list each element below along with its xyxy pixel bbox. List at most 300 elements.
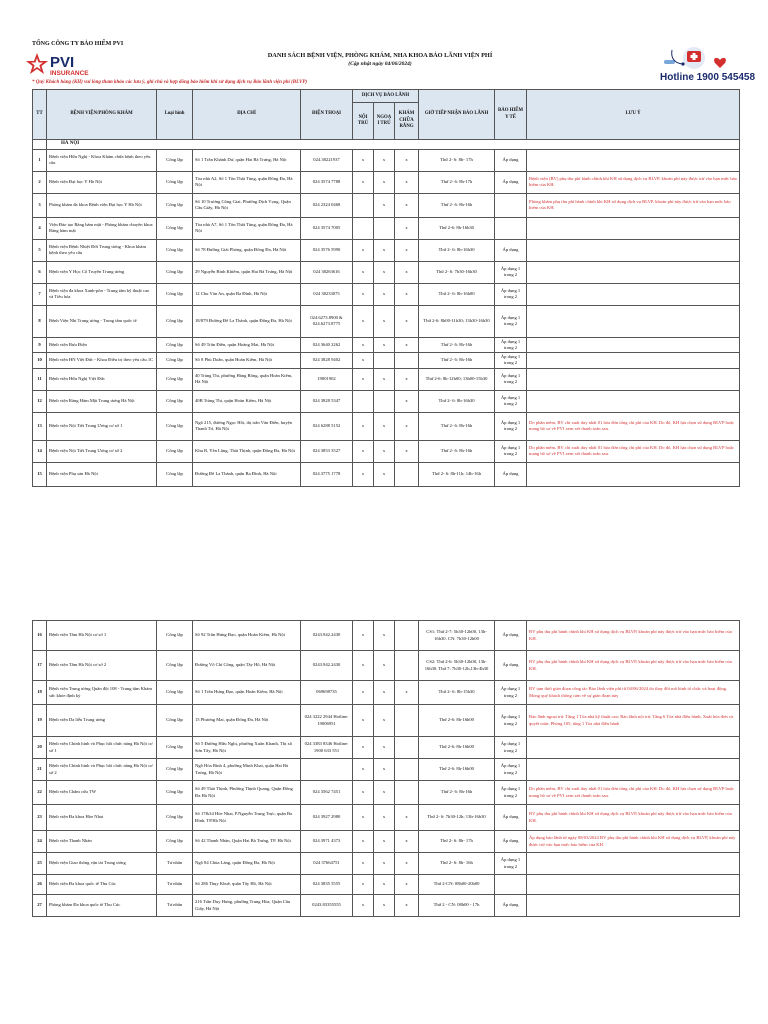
hospital-name: Bệnh viện Hữu Nghị Việt Đức — [47, 368, 157, 390]
row-note — [527, 337, 740, 352]
row-note: Do phần mềm, BV chỉ xuất duy nhất 01 hóa đơn tổng chi phí của KH. Do đó, KH lựa chọn sử dụng BLVP hoặc mang hồ sơ về PVI xem xét thanh toán sau. — [527, 440, 740, 462]
reception-hours: Thứ 2- 6: 8h-16h30 — [419, 390, 495, 412]
hospital-address: Đường Võ Chí Công, quận Tây Hồ, Hà Nội — [193, 651, 301, 681]
table-header-row — [33, 90, 740, 103]
table-row — [33, 239, 740, 261]
facility-type: Công lập — [157, 337, 193, 352]
hospital-phone: 024.38221937 — [301, 149, 353, 171]
row-note: Phòng khám phụ thu phí hành chính khi KH sử dụng dịch vụ BLVP, khoản phí này được trừ vào hạn mức bảo hiểm của KH. — [527, 193, 740, 217]
hospital-name: Bệnh viện Y Học Cổ Truyền Trung ương — [47, 261, 157, 283]
facility-type: Công lập — [157, 149, 193, 171]
hospital-phone: 024 3971 4373 — [301, 831, 353, 853]
hospital-address: Ngõ 84 Chùa Láng, quận Đống Đa, Hà Nội — [193, 853, 301, 875]
outpatient-mark: x — [374, 305, 395, 337]
health-insurance-status: Áp dụng 1 trong 2 — [495, 305, 527, 337]
dental-mark — [395, 781, 419, 805]
row-number: 25 — [33, 853, 47, 875]
star-icon — [26, 53, 48, 74]
col-header-notes: LƯU Ý — [527, 90, 740, 140]
outpatient-mark — [374, 390, 395, 412]
facility-type: Công lập — [157, 368, 193, 390]
health-insurance-status: Áp dụng 1 trong 2 — [495, 781, 527, 805]
row-number: 15 — [33, 462, 47, 486]
hospital-name: Viện Đào tạo Răng hàm mặt - Phòng khám chuyên khoa Răng hàm mặt — [47, 217, 157, 239]
hospital-name: Bệnh viện Đại học Y Hà Nội — [47, 171, 157, 193]
hospital-name: Phòng khám đa khoa Bệnh viện Đại học Y Hà Nội — [47, 193, 157, 217]
hospital-phone — [301, 759, 353, 781]
row-number: 3 — [33, 193, 47, 217]
hospital-address: Số 49 Trần Điền, quận Hoàng Mai, Hà Nội — [193, 337, 301, 352]
health-insurance-status: Áp dụng — [495, 651, 527, 681]
inpatient-mark: x — [353, 283, 374, 305]
dental-mark — [395, 353, 419, 368]
dental-mark: x — [395, 805, 419, 831]
hospital-phone: 024 3835 5555 — [301, 875, 353, 895]
hospital-address: Số 286 Thụy Khuê, quận Tây Hồ, Hà Nội — [193, 875, 301, 895]
region-label: HÀ NỘI — [47, 140, 740, 150]
facility-type: Công lập — [157, 462, 193, 486]
reception-hours: Thứ 2- 6: 8h-16h — [419, 412, 495, 440]
table-row — [33, 681, 740, 705]
hospital-phone: 024 3927 2980 — [301, 805, 353, 831]
row-note — [527, 239, 740, 261]
table-row — [33, 781, 740, 805]
dental-mark: x — [395, 171, 419, 193]
row-note — [527, 368, 740, 390]
row-number: 11 — [33, 368, 47, 390]
inpatient-mark: x — [353, 261, 374, 283]
hospital-phone: 024 3576 5990 — [301, 239, 353, 261]
health-insurance-status: Áp dụng 1 trong 2 — [495, 759, 527, 781]
hospital-phone: 024 38263616 — [301, 261, 353, 283]
inpatient-mark: x — [353, 651, 374, 681]
health-insurance-status — [495, 193, 527, 217]
row-number: 17 — [33, 651, 47, 681]
dental-mark: x — [395, 261, 419, 283]
outpatient-mark: x — [374, 895, 395, 917]
hospital-address: 40B Tràng Thi, quận Hoàn Kiếm, Hà Nội — [193, 390, 301, 412]
hospital-phone: 069698735 — [301, 681, 353, 705]
hospital-phone: 024 2324 0468 — [301, 193, 353, 217]
table-row — [33, 368, 740, 390]
facility-type: Công lập — [157, 651, 193, 681]
hospital-address: Tòa nhà A2, Số 1 Tôn Thất Tùng, quận Đống Đa, Hà Nội — [193, 171, 301, 193]
hospital-address: Ngõ 215, đường Ngọc Hồi, thị trấn Văn Điển, huyện Thanh Trì, Hà Nội — [193, 412, 301, 440]
row-note — [527, 737, 740, 759]
facility-type: Công lập — [157, 283, 193, 305]
row-number: 16 — [33, 621, 47, 651]
row-note: Bảo lãnh ngoại trú: Tầng 1 Tòa nhà kỹ thuật cao; Bảo lãnh nội trú: Tầng 6 Tòa nhà điều hành; Xuất hóa đơn và quyết toán: Phòng 105, tầng 1 Tòa nhà điều hành — [527, 705, 740, 737]
hospital-name: Bệnh viện Châm cứu TW — [47, 781, 157, 805]
hospital-address: Số 49 Thái Thịnh, Phường Thịnh Quang, Quận Đống Đa Hà Nội — [193, 781, 301, 805]
facility-type: Công lập — [157, 737, 193, 759]
inpatient-mark: x — [353, 368, 374, 390]
hospital-address: 12 Chu Văn An, quận Ba Đình, Hà Nội — [193, 283, 301, 305]
inpatient-mark: x — [353, 440, 374, 462]
hospital-name: Bệnh viện đa khoa Xanh-pôn - Trung tâm kỹ thuật cao và Tiêu hóa — [47, 283, 157, 305]
inpatient-mark: x — [353, 462, 374, 486]
health-insurance-status: Áp dụng — [495, 831, 527, 853]
reception-hours: Thứ 2-6: 8h-16h00 — [419, 737, 495, 759]
pill-icon — [664, 60, 675, 64]
hospital-address: Ngõ Hòa Bình 4, phường Minh Khai, quận Hai Bà Trưng, Hà Nội — [193, 759, 301, 781]
hospital-name: Bệnh viện Đa khoa Hòe Nhai — [47, 805, 157, 831]
region-row — [33, 140, 740, 150]
row-number: 9 — [33, 337, 47, 352]
row-note — [527, 390, 740, 412]
dental-mark: x — [395, 239, 419, 261]
row-note: BV phụ thu phí hành chính khi KH sử dụng dịch vụ BLVP, khoản phí này được trừ vào hạn mức bảo hiểm của KH. — [527, 651, 740, 681]
row-number: 21 — [33, 759, 47, 781]
table-row — [33, 337, 740, 352]
table-row — [33, 462, 740, 486]
dental-mark: x — [395, 337, 419, 352]
hospital-phone: 024.6273.8900 & 024.6273.8775 — [301, 305, 353, 337]
dental-mark: x — [395, 681, 419, 705]
hospital-address: Số 92 Trần Hưng Đạo, quận Hoàn Kiếm, Hà Nội — [193, 621, 301, 651]
inpatient-mark: x — [353, 853, 374, 875]
inpatient-mark: x — [353, 239, 374, 261]
row-number: 8 — [33, 305, 47, 337]
facility-type: Công lập — [157, 261, 193, 283]
table-row — [33, 171, 740, 193]
table-row — [33, 261, 740, 283]
hospital-name: Bệnh viện Chỉnh hình và Phục hồi chức năng Hà Nội cơ sở 1 — [47, 737, 157, 759]
reception-hours: Thứ 2- 6: 8h-16h30 — [419, 239, 495, 261]
table-row — [33, 705, 740, 737]
table-row — [33, 149, 740, 171]
inpatient-mark: x — [353, 353, 374, 368]
hospital-phone: 024 3853 3527 — [301, 440, 353, 462]
health-insurance-status: Áp dụng — [495, 621, 527, 651]
health-insurance-status: Áp dụng 1 trong 2 — [495, 853, 527, 875]
hospital-address: Số 42 Thanh Nhàn, Quận Hai Bà Trưng, TP. Hà Nội — [193, 831, 301, 853]
row-number: 20 — [33, 737, 47, 759]
inpatient-mark: x — [353, 895, 374, 917]
hospital-name: Bệnh Viện Nhi Trung ương - Trung tâm quốc tế — [47, 305, 157, 337]
row-note — [527, 217, 740, 239]
hospital-table-page-2 — [32, 620, 740, 917]
hospital-phone: 024 3222 2944 Hotline: 19006951 — [301, 705, 353, 737]
svg-text:INSURANCE: INSURANCE — [50, 70, 89, 77]
outpatient-mark: x — [374, 737, 395, 759]
dental-mark: x — [395, 368, 419, 390]
hospital-phone: 024 6288 5152 — [301, 412, 353, 440]
col-header-address: ĐỊA CHỈ — [193, 90, 301, 140]
hospital-phone: 024 3562 7451 — [301, 781, 353, 805]
hospital-address: Số 17&34 Hòe Nhai, P.Nguyễn Trung Trực, quận Ba Đình, TP.Hà Nội — [193, 805, 301, 831]
col-header-inpatient: NỘI TRÚ — [353, 103, 374, 140]
hospital-name: Bệnh viện Răng Hàm Mặt Trung ương Hà Nội — [47, 390, 157, 412]
row-note: Áp dụng bảo lãnh từ ngày 08/03/2024 BV phụ thu phí hành chính khi KH sử dụng dịch vụ BLVP, khoản phí này được trừ vào hạn mức bảo hiểm của KH. — [527, 831, 740, 853]
outpatient-mark: x — [374, 462, 395, 486]
hospital-phone: 024 3640 2262 — [301, 337, 353, 352]
outpatient-mark: x — [374, 781, 395, 805]
health-insurance-status: Áp dụng — [495, 895, 527, 917]
row-note — [527, 895, 740, 917]
inpatient-mark: x — [353, 149, 374, 171]
facility-type: Tư nhân — [157, 895, 193, 917]
table-row — [33, 217, 740, 239]
reception-hours: Thứ 2- 6: 8h-16h — [419, 781, 495, 805]
table-row — [33, 193, 740, 217]
table-row — [33, 283, 740, 305]
inpatient-mark: x — [353, 705, 374, 737]
dental-mark: x — [395, 193, 419, 217]
row-number: 12 — [33, 390, 47, 412]
row-note: BV phụ thu phí hành chính khi KH sử dụng dịch vụ BLVP, khoản phí này được trừ vào hạn mức bảo hiểm của KH. — [527, 805, 740, 831]
hospital-name: Bệnh viện Đa khoa quốc tế Thu Cúc — [47, 875, 157, 895]
reception-hours: Thứ 2- 6: 8h- 16h — [419, 853, 495, 875]
dental-mark — [395, 462, 419, 486]
inpatient-mark — [353, 390, 374, 412]
health-insurance-status: Áp dụng 1 trong 2 — [495, 681, 527, 705]
hospital-address: Khu B, Yên Lãng, Thái Thịnh, quận Đống Đa, Hà Nội — [193, 440, 301, 462]
health-insurance-status: Áp dụng — [495, 149, 527, 171]
table-row — [33, 737, 740, 759]
row-note — [527, 305, 740, 337]
hospital-phone: 024 3828 5347 — [301, 390, 353, 412]
reception-hours: CS1: Thứ 2-7: 5h30-12h00, 13h-16h30. CN: 7h30-12h00 — [419, 621, 495, 651]
hospital-name: Bệnh viện Tâm Hà Nội cơ sở 1 — [47, 621, 157, 651]
hospital-phone: 024 3383 8346 Hotline: 1900 633 551 — [301, 737, 353, 759]
inpatient-mark: x — [353, 621, 374, 651]
outpatient-mark: x — [374, 853, 395, 875]
company-name: TỔNG CÔNG TY BẢO HIỂM PVI — [32, 41, 124, 47]
row-number: 7 — [33, 283, 47, 305]
health-insurance-status: Áp dụng 1 trong 2 — [495, 368, 527, 390]
row-number: 14 — [33, 440, 47, 462]
col-header-name: BỆNH VIỆN/PHÒNG KHÁM — [47, 90, 157, 140]
dental-mark — [395, 705, 419, 737]
dental-mark — [395, 621, 419, 651]
row-number: 26 — [33, 875, 47, 895]
outpatient-mark: x — [374, 412, 395, 440]
reception-hours: Thứ 2-6: 8h-16h00 — [419, 705, 495, 737]
facility-type: Công lập — [157, 705, 193, 737]
row-note: BV tạm thời gián đoạn công tác Bảo lãnh viện phí từ 04/06/2024 do thay đổi mô hình tổ chức và hoạt động. Mong quý khách thông cảm về sự gián đoạn này — [527, 681, 740, 705]
dental-mark: x — [395, 895, 419, 917]
facility-type: Công lập — [157, 759, 193, 781]
row-number: 22 — [33, 781, 47, 805]
hospital-phone: 0243.83355555 — [301, 895, 353, 917]
outpatient-mark: x — [374, 759, 395, 781]
outpatient-mark: x — [374, 705, 395, 737]
outpatient-mark: x — [374, 621, 395, 651]
health-insurance-status: Áp dụng — [495, 239, 527, 261]
health-insurance-status: Áp dụng — [495, 805, 527, 831]
facility-type: Tư nhân — [157, 853, 193, 875]
row-note: Do phần mềm, BV chỉ xuất duy nhất 01 hóa đơn tổng chi phí của KH. Do đó, KH lựa chọn sử dụng BLVP hoặc mang hồ sơ về PVI xem xét thanh toán sau. — [527, 412, 740, 440]
hospital-phone: 024 3574 7788 — [301, 171, 353, 193]
table-row — [33, 305, 740, 337]
col-header-type: Loại hình — [157, 90, 193, 140]
hospital-phone: 0243.942.2430 — [301, 651, 353, 681]
table-row — [33, 390, 740, 412]
hospital-name: Phòng khám Đa khoa quốc tế Thu Cúc — [47, 895, 157, 917]
hospital-address: Số 78 Đường Giải Phóng, quận Đống Đa, Hà Nội — [193, 239, 301, 261]
hospital-name: Bệnh viện Hữu Nghị - Khoa Khám chữa bệnh theo yêu cầu — [47, 149, 157, 171]
dental-mark — [395, 651, 419, 681]
hospital-phone: 024 3574 7005 — [301, 217, 353, 239]
row-number: 13 — [33, 412, 47, 440]
col-header-phone: ĐIỆN THOẠI — [301, 90, 353, 140]
outpatient-mark — [374, 353, 395, 368]
hospital-name: Bệnh viện Trung ương Quân đội 108 - Trung tâm Khám sức khỏe định kỳ — [47, 681, 157, 705]
facility-type: Công lập — [157, 831, 193, 853]
row-number: 1 — [33, 149, 47, 171]
customer-note: * Quý Khách hàng (KH) vui lòng tham khảo các lưu ý, ghi chú và hợp đồng bảo hiểm khi sử dụng dịch vụ Bảo lãnh viện phí (BLVP) — [32, 80, 308, 85]
hospital-name: Bệnh viện Tâm Hà Nội cơ sở 2 — [47, 651, 157, 681]
inpatient-mark: x — [353, 412, 374, 440]
reception-hours: Thứ 2- 6: 8h-16h00 — [419, 283, 495, 305]
table-row — [33, 621, 740, 651]
hospital-phone: 19001902 — [301, 368, 353, 390]
hospital-phone: 024 37664751 — [301, 853, 353, 875]
row-number: 23 — [33, 805, 47, 831]
dental-mark: x — [395, 853, 419, 875]
health-insurance-status: Áp dụng — [495, 462, 527, 486]
row-number: 18 — [33, 681, 47, 705]
col-header-outpatient: NGOẠI TRÚ — [374, 103, 395, 140]
reception-hours: Thứ 2-6: 8h-16h00 — [419, 759, 495, 781]
inpatient-mark: x — [353, 875, 374, 895]
outpatient-mark: x — [374, 171, 395, 193]
row-note — [527, 353, 740, 368]
inpatient-mark — [353, 217, 374, 239]
reception-hours: Thứ 2- 6: 7h30-16h30 — [419, 261, 495, 283]
hospital-name: Bệnh viện Nội Tiết Trung Ương cơ sở 1 — [47, 412, 157, 440]
outpatient-mark: x — [374, 261, 395, 283]
health-insurance-status: Áp dụng 1 trong 2 — [495, 283, 527, 305]
hospital-address: 29 Nguyễn Bỉnh Khiêm, quận Hai Bà Trưng, Hà Nội — [193, 261, 301, 283]
row-note — [527, 875, 740, 895]
row-note — [527, 283, 740, 305]
facility-type: Công lập — [157, 193, 193, 217]
inpatient-mark: x — [353, 805, 374, 831]
hospital-address: 216 Trần Duy Hưng, phường Trung Hòa, Quận Cầu Giấy, Hà Nội — [193, 895, 301, 917]
reception-hours: Thứ 2- 6: 8h-16h — [419, 353, 495, 368]
outpatient-mark: x — [374, 239, 395, 261]
table-row — [33, 831, 740, 853]
table-row — [33, 853, 740, 875]
row-number: 19 — [33, 705, 47, 737]
outpatient-mark — [374, 217, 395, 239]
hospital-name: Bệnh viện HN Việt Đức - Khoa Điều trị theo yêu cầu 1C — [47, 353, 157, 368]
pvi-logo — [26, 52, 116, 78]
col-header-tt: TT — [33, 90, 47, 140]
col-header-hours: GIỜ TIẾP NHẬN BẢO LÃNH — [419, 90, 495, 140]
dental-mark: x — [395, 390, 419, 412]
hospital-name: Bệnh viện Nội Tiết Trung Ương cơ sở 2 — [47, 440, 157, 462]
hospital-address: 40 Tràng Thi, phường Hàng Bông, quận Hoàn Kiếm, Hà Nội — [193, 368, 301, 390]
outpatient-mark: x — [374, 805, 395, 831]
reception-hours: Thứ 2-6: 8h-12h00; 13h00-15h30 — [419, 368, 495, 390]
inpatient-mark: x — [353, 681, 374, 705]
reception-hours: Thứ 2-6: 8h-16h30 — [419, 217, 495, 239]
inpatient-mark: x — [353, 337, 374, 352]
medical-bag-icon — [687, 51, 701, 62]
inpatient-mark: x — [353, 781, 374, 805]
health-insurance-status: Áp dụng 1 trong 2 — [495, 390, 527, 412]
hospital-table-page-1 — [32, 89, 740, 487]
facility-type: Công lập — [157, 781, 193, 805]
dental-mark: x — [395, 440, 419, 462]
row-note: Do phần mềm, BV chỉ xuất duy nhất 01 hóa đơn tổng chi phí của KH. Do đó, KH lựa chọn sử dụng BLVP hoặc mang hồ sơ về PVI xem xét thanh toán sau. — [527, 781, 740, 805]
hospital-name: Bệnh viện Bưu Điện — [47, 337, 157, 352]
health-insurance-status: Áp dụng — [495, 171, 527, 193]
hospital-phone: 024 38233075 — [301, 283, 353, 305]
outpatient-mark: x — [374, 651, 395, 681]
hospital-name: Bệnh viện Chỉnh hình và Phục hồi chức năng Hà Nội cơ sở 2 — [47, 759, 157, 781]
inpatient-mark: x — [353, 759, 374, 781]
dental-mark — [395, 759, 419, 781]
outpatient-mark: x — [374, 681, 395, 705]
reception-hours: Thứ 2- 6: 8h-16h — [419, 337, 495, 352]
table-row — [33, 353, 740, 368]
row-note: BV phụ thu phí hành chính khi KH sử dụng dịch vụ BLVP, khoản phí này được trừ vào hạn mức bảo hiểm của KH. — [527, 621, 740, 651]
facility-type: Công lập — [157, 171, 193, 193]
reception-hours: Thứ 2-CN: 08h00-20h00 — [419, 875, 495, 895]
table-row — [33, 805, 740, 831]
hospital-address: Số 1 Trần Hưng Đạo, quận Hoàn Kiếm, Hà Nội — [193, 681, 301, 705]
row-number: 4 — [33, 217, 47, 239]
reception-hours: Thứ 2- 6: 7h30-12h; 13h-16h30 — [419, 805, 495, 831]
health-insurance-status — [495, 217, 527, 239]
svg-text:PVI: PVI — [50, 54, 75, 71]
reception-hours: Thứ 2- 6: 8h-16h — [419, 193, 495, 217]
health-insurance-status: Áp dụng 1 trong 2 — [495, 440, 527, 462]
facility-type: Công lập — [157, 217, 193, 239]
heart-icon — [714, 58, 726, 68]
hospital-name: Bệnh viện Bệnh Nhiệt Đới Trung ương - Khoa khám bệnh theo yêu cầu — [47, 239, 157, 261]
outpatient-mark: x — [374, 368, 395, 390]
table-row — [33, 412, 740, 440]
row-number: 24 — [33, 831, 47, 853]
col-header-dental: KHÁM CHỮA RĂNG — [395, 103, 419, 140]
update-date: (Cập nhật ngày 04/06/2024) — [348, 61, 412, 67]
reception-hours: Thứ 2- 6: 8h-17h — [419, 171, 495, 193]
reception-hours: Thứ 2 - CN: 08h00 - 17h — [419, 895, 495, 917]
reception-hours: Thứ 2- 6: 8h- 17h — [419, 831, 495, 853]
dental-mark — [395, 737, 419, 759]
facility-type: Tư nhân — [157, 875, 193, 895]
row-number: 10 — [33, 353, 47, 368]
table-row — [33, 651, 740, 681]
outpatient-mark: x — [374, 440, 395, 462]
dental-mark: x — [395, 217, 419, 239]
hospital-address: Số 8 Phủ Doãn, quận Hoàn Kiếm, Hà Nội — [193, 353, 301, 368]
hospital-name: Bệnh viện Thanh Nhàn — [47, 831, 157, 853]
reception-hours: Thứ 2- 6: 8h-11h; 14h-16h — [419, 462, 495, 486]
table-row — [33, 440, 740, 462]
inpatient-mark: x — [353, 171, 374, 193]
health-insurance-status: Áp dụng 1 trong 2 — [495, 353, 527, 368]
facility-type: Công lập — [157, 353, 193, 368]
outpatient-mark: x — [374, 875, 395, 895]
table-row — [33, 875, 740, 895]
health-insurance-status: Áp dụng 1 trong 2 — [495, 337, 527, 352]
hotline-number[interactable]: Hotline 1900 545458 — [660, 72, 756, 83]
reception-hours: Thứ 2- 6: 8h-15h30 — [419, 681, 495, 705]
hospital-address: Tòa nhà A7, Số 1 Tôn Thất Tùng, quận Đống Đa, Hà Nội — [193, 217, 301, 239]
hospital-phone: 024.3775 1778 — [301, 462, 353, 486]
facility-type: Công lập — [157, 239, 193, 261]
row-note — [527, 149, 740, 171]
dental-mark: x — [395, 875, 419, 895]
row-note — [527, 462, 740, 486]
health-insurance-status: Áp dụng 1 trong 2 — [495, 705, 527, 737]
